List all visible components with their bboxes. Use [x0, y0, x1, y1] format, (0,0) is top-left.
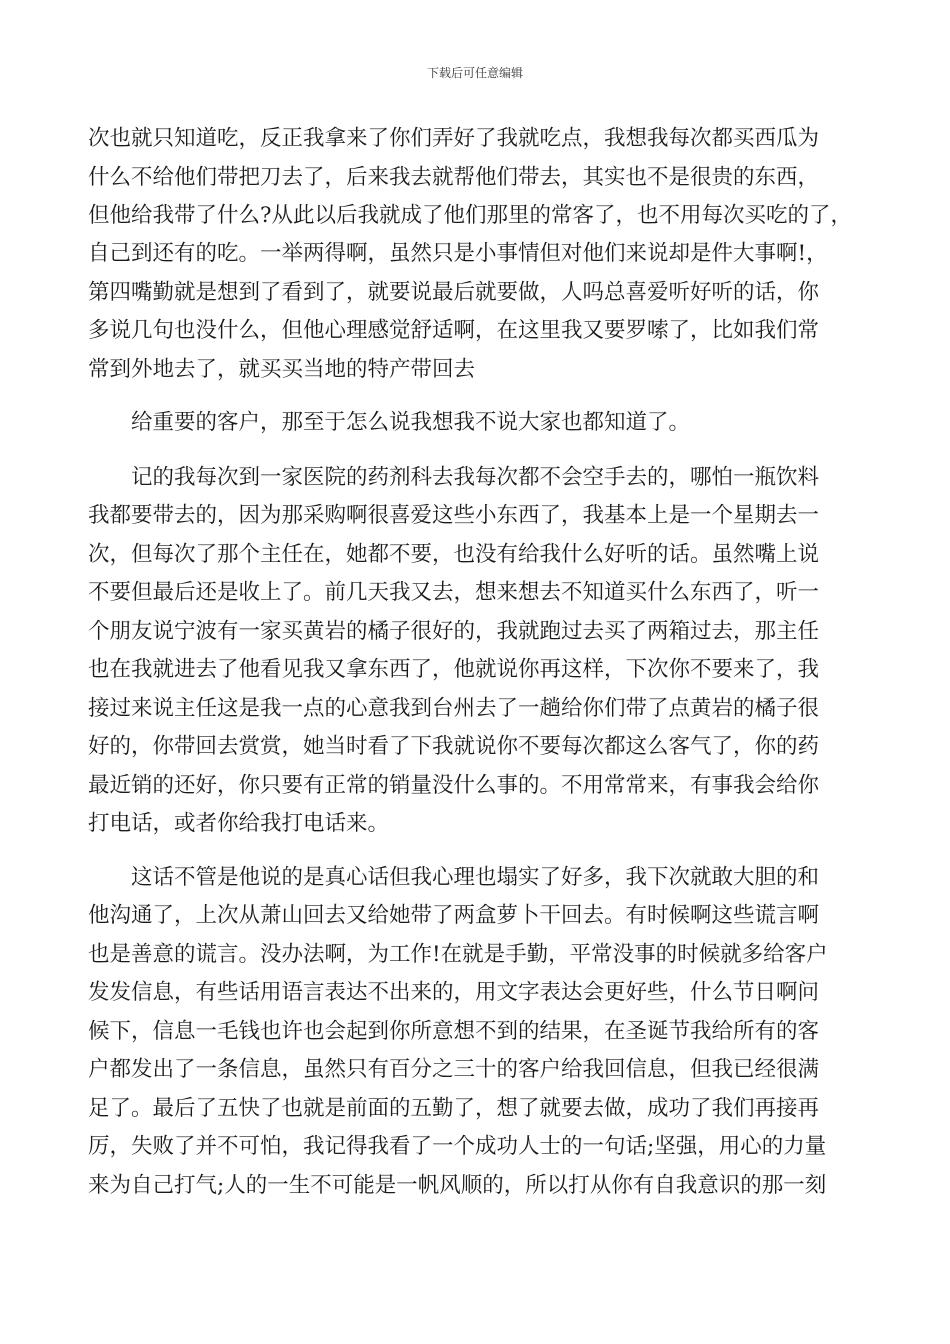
text-line: 足了。最后了五快了也就是前面的五勤了，想了就要去做，成功了我们再接再	[88, 1096, 820, 1121]
text-line: 次，但每次了那个主任在，她都不要，也没有给我什么好听的话。虽然嘴上说	[88, 542, 820, 567]
text-line: 第四嘴勤就是想到了看到了，就要说最后就要做，人吗总喜爱听好听的话，你	[88, 280, 820, 305]
text-line: 给重要的客户，那至于怎么说我想我不说大家也都知道了。	[131, 410, 691, 435]
text-line: 什么不给他们带把刀去了，后来我去就帮他们带去，其实也不是很贵的东西，	[88, 165, 820, 190]
text-line: 这话不管是他说的是真心话但我心理也塌实了好多，我下次就敢大胆的和	[131, 865, 820, 890]
text-line: 来为自己打气;人的一生不可能是一帆风顺的，所以打从你有自我意识的那一刻	[88, 1173, 827, 1198]
text-line: 最近销的还好，你只要有正常的销量没什么事的。不用常常来，有事我会给你	[88, 773, 820, 798]
text-line: 发发信息，有些话用语言表达不出来的，用文字表达会更好些，什么节日啊问	[88, 980, 820, 1005]
text-line: 打电话，或者你给我打电话来。	[88, 811, 390, 836]
text-line: 但他给我带了什么?从此以后我就成了他们那里的常客了，也不用每次买吃的了，	[88, 203, 853, 228]
text-line: 也是善意的谎言。没办法啊，为工作!在就是手勤，平常没事的时候就多给客户	[88, 942, 828, 967]
page-header: 下载后可任意编辑	[426, 66, 523, 80]
text-line: 户都发出了一条信息，虽然只有百分之三十的客户给我回信息，但我已经很满	[88, 1057, 820, 1082]
text-line: 自己到还有的吃。一举两得啊，虽然只是小事情但对他们来说却是件大事啊!，	[88, 241, 828, 266]
text-line: 我都要带去的，因为那采购啊很喜爱这些小东西了，我基本上是一个星期去一	[88, 503, 820, 528]
text-line: 次也就只知道吃，反正我拿来了你们弄好了我就吃点，我想我每次都买西瓜为	[88, 126, 820, 151]
text-line: 记的我每次到一家医院的药剂科去我每次都不会空手去的，哪怕一瓶饮料	[131, 465, 820, 490]
text-line: 厉，失败了并不可怕，我记得我看了一个成功人士的一句话;坚强，用心的力量	[88, 1134, 827, 1159]
text-line: 常到外地去了，就买买当地的特产带回去	[88, 357, 476, 382]
text-line: 多说几句也没什么，但他心理感觉舒适啊，在这里我又要罗嗦了，比如我们常	[88, 318, 820, 343]
text-line: 不要但最后还是收上了。前几天我又去，想来想去不知道买什么东西了，听一	[88, 580, 820, 605]
text-line: 候下，信息一毛钱也许也会起到你所意想不到的结果，在圣诞节我给所有的客	[88, 1019, 820, 1044]
text-line: 他沟通了，上次从萧山回去又给她带了两盒萝卜干回去。有时候啊这些谎言啊	[88, 903, 820, 928]
text-line: 接过来说主任这是我一点的心意我到台州去了一趟给你们带了点黄岩的橘子很	[88, 696, 820, 721]
text-line: 个朋友说宁波有一家买黄岩的橘子很好的，我就跑过去买了两箱过去，那主任	[88, 619, 820, 644]
text-line: 也在我就进去了他看见我又拿东西了，他就说你再这样，下次你不要来了，我	[88, 657, 820, 682]
text-line: 好的，你带回去赏赏，她当时看了下我就说你不要每次都这么客气了，你的药	[88, 734, 820, 759]
